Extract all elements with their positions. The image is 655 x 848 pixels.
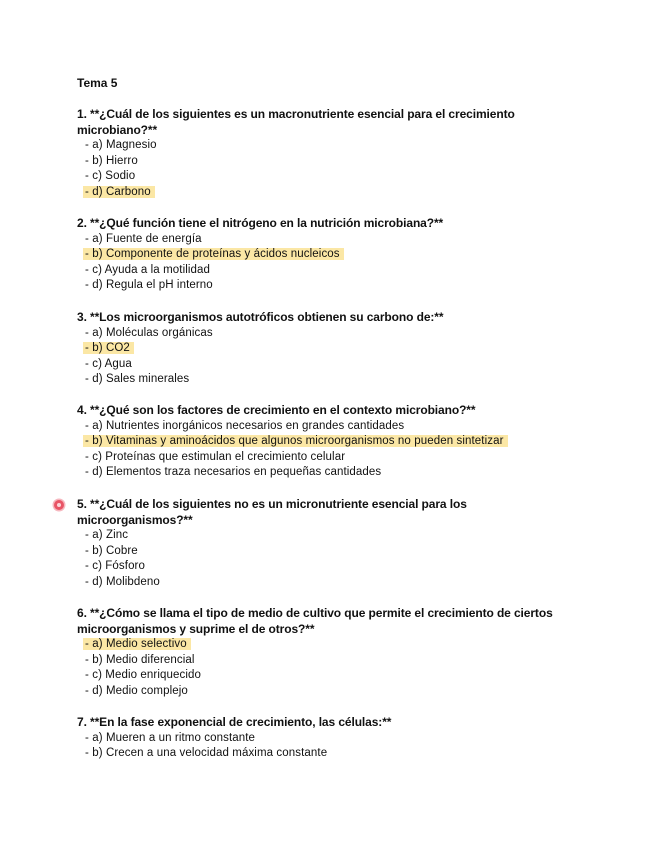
option-b xyxy=(77,247,577,263)
option-label: - b) Cobre xyxy=(85,544,138,557)
option-label: - a) Moléculas orgánicas xyxy=(85,326,213,339)
option-label: - c) Sodio xyxy=(85,170,136,182)
option-label: - d) Molibdeno xyxy=(85,575,160,588)
option-d xyxy=(77,372,577,388)
option-c xyxy=(77,668,567,684)
option-list xyxy=(77,232,577,294)
highlighted-option-label: - b) Vitaminas y aminoácidos que algunos microorganismos no pueden sintetizar xyxy=(83,435,508,447)
question-text: 1. **¿Cuál de los siguientes es un macronutriente esencial para el crecimiento microbiano?** xyxy=(77,107,515,137)
option-label: - a) Fuente de energía xyxy=(85,232,202,245)
option-list xyxy=(77,637,567,699)
option-list xyxy=(77,731,577,762)
option-label: - c) Medio enriquecido xyxy=(85,669,201,681)
option-label: - b) Hierro xyxy=(85,154,138,167)
question-7 xyxy=(77,715,577,762)
option-d xyxy=(77,465,577,481)
question-4 xyxy=(77,403,577,481)
option-label: - a) Magnesio xyxy=(85,139,157,151)
option-a xyxy=(77,419,577,435)
option-label: - d) Sales minerales xyxy=(85,373,190,385)
option-d xyxy=(77,575,497,591)
question-2 xyxy=(77,216,577,294)
option-label: - d) Regula el pH interno xyxy=(85,279,213,291)
option-label: - c) Fósforo xyxy=(85,560,145,572)
option-d xyxy=(77,278,577,294)
question-text: 4. **¿Qué son los factores de crecimiento en el contexto microbiano?** xyxy=(77,403,476,417)
option-a xyxy=(77,637,567,653)
option-label: - c) Ayuda a la motilidad xyxy=(85,263,211,276)
question-6 xyxy=(77,606,567,699)
option-a xyxy=(77,232,577,248)
question-text: 6. **¿Cómo se llama el tipo de medio de cultivo que permite el crecimiento de ciertos microorganismos y suprime el de otros?** xyxy=(77,606,553,636)
highlighted-option-label: - b) Componente de proteínas y ácidos nucleicos xyxy=(83,248,344,260)
option-label: - c) Proteínas que estimulan el crecimiento celular xyxy=(85,450,346,463)
option-b xyxy=(77,434,577,450)
question-text: 7. **En la fase exponencial de crecimiento, las células:** xyxy=(77,715,392,729)
option-d xyxy=(77,684,567,700)
option-list xyxy=(77,138,577,200)
option-label: - b) Crecen a una velocidad máxima constante xyxy=(85,747,328,759)
option-label: - a) Mueren a un ritmo constante xyxy=(85,731,256,744)
document-title: Tema 5 xyxy=(77,76,118,90)
option-list xyxy=(77,528,497,590)
option-b xyxy=(77,746,577,762)
option-c xyxy=(77,450,577,466)
option-list xyxy=(77,326,577,388)
option-list xyxy=(77,419,577,481)
option-label: - a) Nutrientes inorgánicos necesarios en grandes cantidades xyxy=(85,419,405,432)
question-3 xyxy=(77,310,577,388)
option-label: - c) Agua xyxy=(85,357,132,370)
option-c xyxy=(77,263,577,279)
option-label: - a) Zinc xyxy=(85,529,129,541)
question-text: 5. **¿Cuál de los siguientes no es un micronutriente esencial para los microorganismos?** xyxy=(77,497,467,527)
option-a xyxy=(77,326,577,342)
option-a xyxy=(77,528,497,544)
option-c xyxy=(77,357,577,373)
option-b xyxy=(77,653,567,669)
option-b xyxy=(77,544,497,560)
option-label: - d) Medio complejo xyxy=(85,684,188,697)
question-text: 2. **¿Qué función tiene el nitrógeno en la nutrición microbiana?** xyxy=(77,216,444,230)
option-a xyxy=(77,138,577,154)
comment-marker-icon[interactable] xyxy=(54,500,64,510)
option-d xyxy=(77,185,577,201)
question-text: 3. **Los microorganismos autotróficos obtienen su carbono de:** xyxy=(77,310,444,324)
option-c xyxy=(77,169,577,185)
option-label: - b) Medio diferencial xyxy=(85,653,195,666)
highlighted-option-label: - d) Carbono xyxy=(83,186,155,198)
option-b xyxy=(77,341,577,357)
highlighted-option-label: - b) CO2 xyxy=(83,342,134,354)
option-label: - d) Elementos traza necesarios en pequeñas cantidades xyxy=(85,466,382,478)
question-1 xyxy=(77,107,577,200)
option-a xyxy=(77,731,577,747)
question-5 xyxy=(77,497,497,590)
highlighted-option-label: - a) Medio selectivo xyxy=(83,638,191,650)
option-c xyxy=(77,559,497,575)
option-b xyxy=(77,154,577,170)
